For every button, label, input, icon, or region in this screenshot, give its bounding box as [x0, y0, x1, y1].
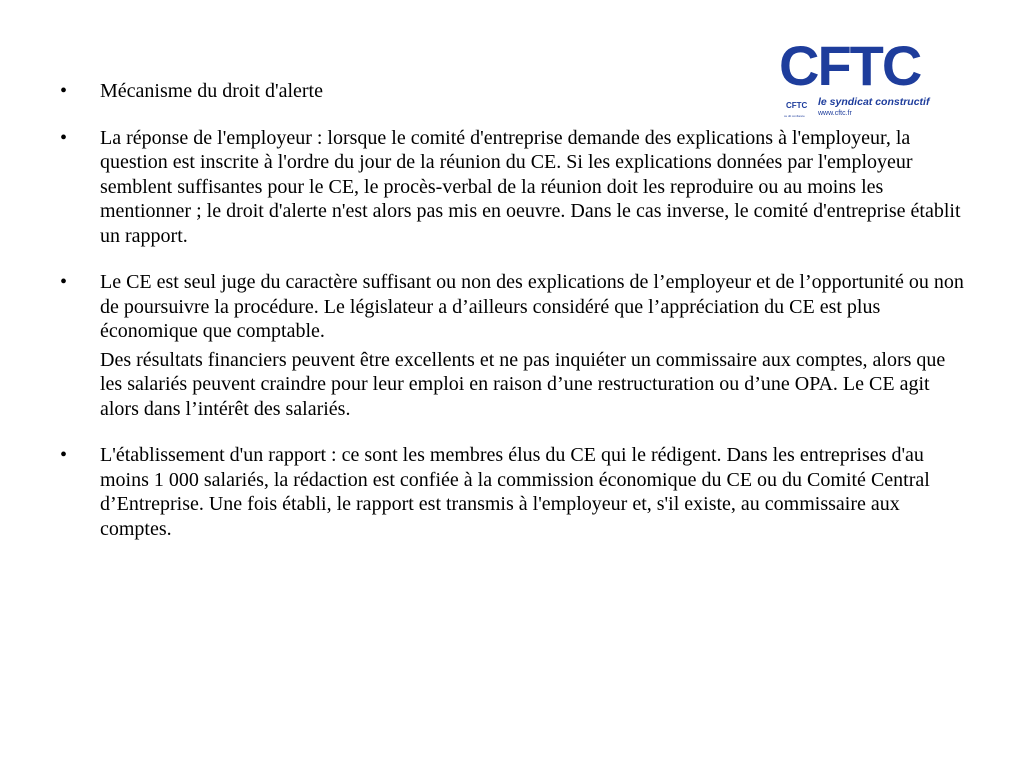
bullet-marker: • — [60, 444, 68, 466]
logo-url: www.cftc.fr — [818, 110, 852, 117]
logo-mini-caption: ce dit confiance — [784, 114, 805, 118]
bullet-item — [60, 443, 972, 541]
bullet-item — [60, 79, 972, 104]
bullet-paragraph: Des résultats financiers peuvent être excellents et ne pas inquiéter un commissaire aux comptes, alors que les salariés peuvent craindre pour leur emploi en raison d’une restructuration ou d’une OPA. Le CE agit alors dans l’intérêt des salariés. — [100, 348, 946, 420]
bullet-paragraph: L'établissement d'un rapport : ce sont les membres élus du CE qui le rédigent. Dans les entreprises d'au moins 1 000 salariés, la rédaction est confiée à la commission économique du CE ou du Comité Central d’Entreprise. Une fois établi, le rapport est transmis à l'employeur et, s'il existe, au commissaire aux comptes. — [100, 444, 930, 540]
logo-wordmark: CFTC — [779, 34, 921, 97]
bullet-item — [60, 270, 972, 421]
logo-mini-wordmark: CFTC — [786, 101, 808, 110]
bullet-marker: • — [60, 271, 68, 293]
bullet-list — [60, 79, 972, 563]
bullet-marker: • — [60, 80, 68, 102]
bullet-paragraph: Mécanisme du droit d'alerte — [100, 80, 323, 102]
bullet-paragraph: Le CE est seul juge du caractère suffisant ou non des explications de l’employeur et de l’opportunité ou non de poursuivre la procédure. Le législateur a d’ailleurs considéré que l’appréciation du CE est plus économique que comptable. — [100, 271, 964, 342]
bullet-item — [60, 126, 972, 249]
logo-tagline: le syndicat constructif — [818, 96, 930, 108]
bullet-paragraph: La réponse de l'employeur : lorsque le comité d'entreprise demande des explications à l'employeur, la question est inscrite à l'ordre du jour de la réunion du CE. Si les explications données par l'employeur semblent suffisantes pour le CE, le procès-verbal de la réunion doit les reproduire ou au moins les mentionner ; le droit d'alerte n'est alors pas mis en oeuvre. Dans le cas inverse, le comité d'entreprise établit un rapport. — [100, 126, 961, 247]
bullet-marker: • — [60, 126, 68, 149]
